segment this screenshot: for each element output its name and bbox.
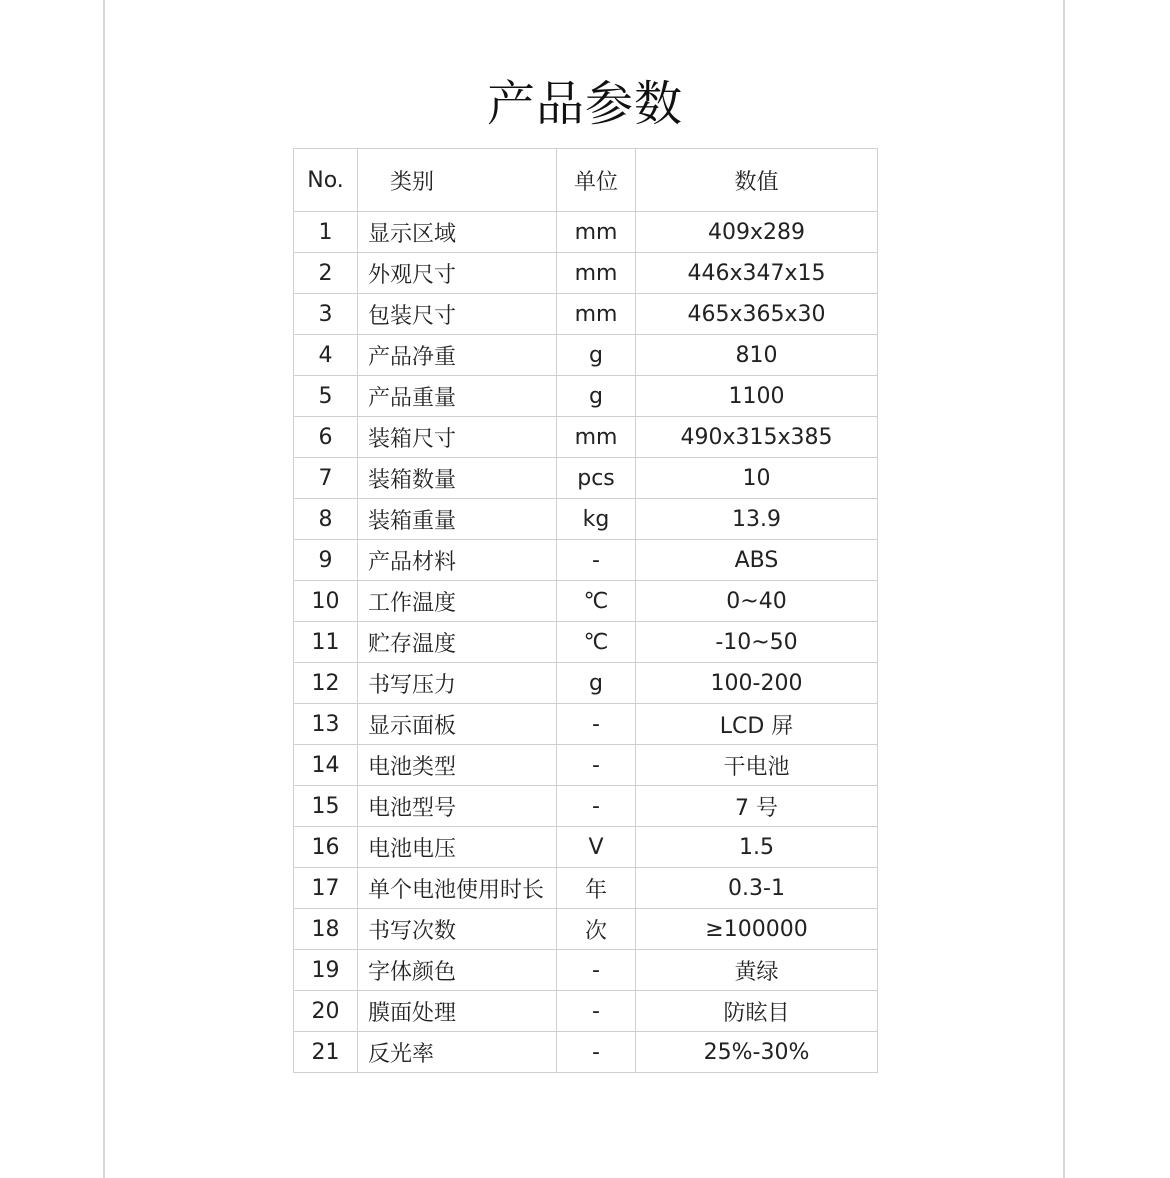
cell-no: 20 bbox=[294, 991, 358, 1032]
cell-no: 6 bbox=[294, 417, 358, 458]
cell-category: 字体颜色 bbox=[358, 950, 557, 991]
cell-value: 25%-30% bbox=[636, 1032, 878, 1073]
table-row bbox=[294, 991, 878, 1032]
cell-category: 显示区域 bbox=[358, 212, 557, 253]
cell-no: 14 bbox=[294, 745, 358, 786]
cell-no: 15 bbox=[294, 786, 358, 827]
cell-unit: - bbox=[557, 540, 636, 581]
cell-value: 1.5 bbox=[636, 827, 878, 868]
cell-category: 装箱数量 bbox=[358, 458, 557, 499]
spec-table-header bbox=[294, 149, 878, 212]
header-no: No. bbox=[294, 149, 358, 212]
cell-category: 电池型号 bbox=[358, 786, 557, 827]
table-row bbox=[294, 212, 878, 253]
table-row bbox=[294, 499, 878, 540]
table-row bbox=[294, 704, 878, 745]
cell-unit: mm bbox=[557, 212, 636, 253]
cell-unit: kg bbox=[557, 499, 636, 540]
cell-category: 外观尺寸 bbox=[358, 253, 557, 294]
header-category: 类别 bbox=[358, 149, 557, 212]
cell-unit: g bbox=[557, 335, 636, 376]
cell-value: 0.3-1 bbox=[636, 868, 878, 909]
cell-value: 黄绿 bbox=[636, 950, 878, 991]
table-row bbox=[294, 868, 878, 909]
cell-value: 干电池 bbox=[636, 745, 878, 786]
cell-no: 12 bbox=[294, 663, 358, 704]
cell-unit: g bbox=[557, 376, 636, 417]
cell-unit: - bbox=[557, 704, 636, 745]
table-row bbox=[294, 581, 878, 622]
cell-no: 7 bbox=[294, 458, 358, 499]
cell-value: 0~40 bbox=[636, 581, 878, 622]
cell-unit: - bbox=[557, 950, 636, 991]
cell-value: 490x315x385 bbox=[636, 417, 878, 458]
cell-value: 409x289 bbox=[636, 212, 878, 253]
table-row bbox=[294, 745, 878, 786]
cell-no: 11 bbox=[294, 622, 358, 663]
cell-category: 装箱重量 bbox=[358, 499, 557, 540]
table-row bbox=[294, 663, 878, 704]
header-row bbox=[294, 149, 878, 212]
cell-value: ABS bbox=[636, 540, 878, 581]
cell-unit: - bbox=[557, 1032, 636, 1073]
table-row bbox=[294, 376, 878, 417]
cell-value: 13.9 bbox=[636, 499, 878, 540]
cell-category: 电池类型 bbox=[358, 745, 557, 786]
cell-value: LCD 屏 bbox=[636, 704, 878, 745]
cell-unit: ℃ bbox=[557, 622, 636, 663]
header-value: 数值 bbox=[636, 149, 878, 212]
cell-no: 9 bbox=[294, 540, 358, 581]
cell-no: 18 bbox=[294, 909, 358, 950]
cell-unit: mm bbox=[557, 294, 636, 335]
cell-value: 10 bbox=[636, 458, 878, 499]
cell-value: 465x365x30 bbox=[636, 294, 878, 335]
cell-category: 反光率 bbox=[358, 1032, 557, 1073]
table-row bbox=[294, 458, 878, 499]
cell-unit: ℃ bbox=[557, 581, 636, 622]
cell-unit: mm bbox=[557, 253, 636, 294]
cell-value: 1100 bbox=[636, 376, 878, 417]
cell-no: 10 bbox=[294, 581, 358, 622]
cell-no: 3 bbox=[294, 294, 358, 335]
cell-unit: 次 bbox=[557, 909, 636, 950]
cell-category: 装箱尺寸 bbox=[358, 417, 557, 458]
cell-value: 防眩目 bbox=[636, 991, 878, 1032]
cell-category: 产品净重 bbox=[358, 335, 557, 376]
cell-no: 4 bbox=[294, 335, 358, 376]
cell-category: 电池电压 bbox=[358, 827, 557, 868]
table-row bbox=[294, 909, 878, 950]
cell-value: 446x347x15 bbox=[636, 253, 878, 294]
cell-unit: g bbox=[557, 663, 636, 704]
cell-value: ≥100000 bbox=[636, 909, 878, 950]
table-row bbox=[294, 417, 878, 458]
cell-category: 显示面板 bbox=[358, 704, 557, 745]
cell-no: 21 bbox=[294, 1032, 358, 1073]
cell-category: 书写次数 bbox=[358, 909, 557, 950]
table-row bbox=[294, 786, 878, 827]
cell-value: 7 号 bbox=[636, 786, 878, 827]
cell-unit: - bbox=[557, 786, 636, 827]
table-row bbox=[294, 1032, 878, 1073]
table-row bbox=[294, 622, 878, 663]
cell-no: 1 bbox=[294, 212, 358, 253]
cell-no: 2 bbox=[294, 253, 358, 294]
table-row bbox=[294, 950, 878, 991]
header-unit: 单位 bbox=[557, 149, 636, 212]
cell-no: 8 bbox=[294, 499, 358, 540]
cell-category: 贮存温度 bbox=[358, 622, 557, 663]
table-row bbox=[294, 540, 878, 581]
table-row bbox=[294, 827, 878, 868]
cell-no: 5 bbox=[294, 376, 358, 417]
cell-category: 工作温度 bbox=[358, 581, 557, 622]
cell-category: 产品材料 bbox=[358, 540, 557, 581]
page-title: 产品参数 bbox=[486, 76, 683, 133]
cell-unit: V bbox=[557, 827, 636, 868]
cell-no: 13 bbox=[294, 704, 358, 745]
cell-no: 16 bbox=[294, 827, 358, 868]
table-row bbox=[294, 294, 878, 335]
cell-unit: pcs bbox=[557, 458, 636, 499]
cell-no: 17 bbox=[294, 868, 358, 909]
cell-category: 单个电池使用时长 bbox=[358, 868, 557, 909]
cell-unit: - bbox=[557, 745, 636, 786]
cell-category: 包装尺寸 bbox=[358, 294, 557, 335]
cell-no: 19 bbox=[294, 950, 358, 991]
cell-unit: - bbox=[557, 991, 636, 1032]
cell-category: 膜面处理 bbox=[358, 991, 557, 1032]
cell-value: 100-200 bbox=[636, 663, 878, 704]
table-row bbox=[294, 253, 878, 294]
spec-table-body bbox=[294, 212, 878, 1073]
cell-unit: 年 bbox=[557, 868, 636, 909]
cell-value: -10~50 bbox=[636, 622, 878, 663]
cell-value: 810 bbox=[636, 335, 878, 376]
cell-unit: mm bbox=[557, 417, 636, 458]
cell-category: 书写压力 bbox=[358, 663, 557, 704]
table-row bbox=[294, 335, 878, 376]
spec-table bbox=[293, 148, 878, 1073]
cell-category: 产品重量 bbox=[358, 376, 557, 417]
